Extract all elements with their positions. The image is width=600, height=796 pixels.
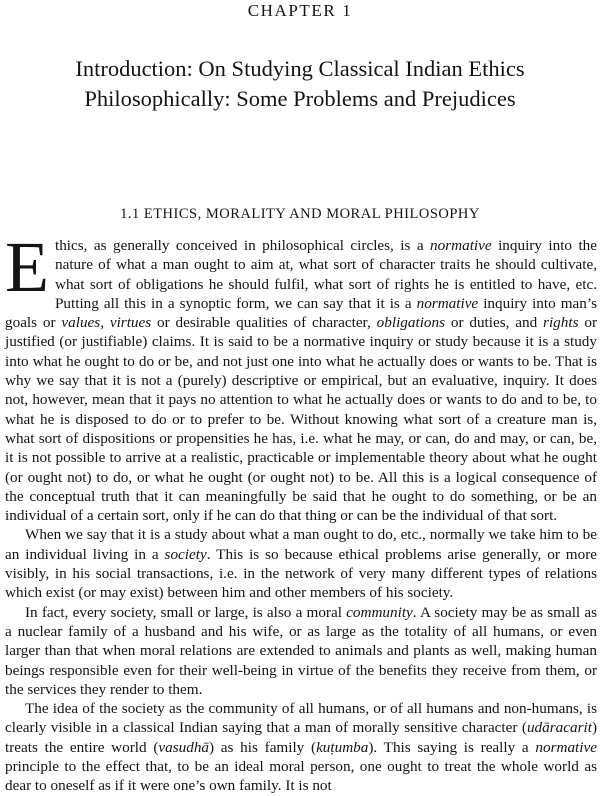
drop-cap: E <box>5 227 49 307</box>
paragraph-3 <box>5 603 597 699</box>
italic-term: society <box>164 545 207 563</box>
text-run: When we say that it is a study about what a man ought to do, etc., normally we take him to be an individual living in a <box>5 526 597 563</box>
italic-term: community <box>346 603 413 621</box>
text-run: In fact, every society, small or large, is also a moral <box>25 603 347 621</box>
italic-term: normative <box>535 738 597 756</box>
text-run: or desirable qualities of character, <box>151 314 377 332</box>
text-run: or justified (or justifiable) claims. It is said to be a normative inquiry or study because it is a study into what he ought to do or be, and not just one into what he actually does or wants to be. That is why we say that it is not a (purely) descriptive or empirical, but an evaluative, inquiry. It does not, however, mean that it pays no attention to what he actually does or wants to do and to be, to what he is disposed to do or to prefer to be. Without knowing what sort of a creature man is, what sort of dispositions or propensities he has, i.e. what he may, or can, do and may, or can, be, it is not possible to arrive at a realistic, practicable or implementable theory about what he ought (or ought not) to do, or what he ought (or ought not) to be. All this is a logical consequence of the conceptual truth that it can meaningfully be said that he ought to do something, or be an individual of a certain sort, only if he can do that thing or can be the individual of that sort. <box>5 314 597 525</box>
chapter-label: CHAPTER 1 <box>247 1 353 20</box>
paragraph-2 <box>5 525 597 602</box>
body-text <box>5 227 598 796</box>
paragraph-1 <box>5 227 597 525</box>
italic-term: vasudhā <box>158 738 210 756</box>
italic-term: obligations <box>376 314 446 332</box>
section-heading: 1.1 ETHICS, MORALITY AND MORAL PHILOSOPHY <box>120 206 480 222</box>
text-run: ). This saying is really a <box>368 738 536 756</box>
text-run: inquiry into man’s goals or <box>5 294 597 332</box>
chapter-title-line-1: Introduction: On Studying Classical Indian Ethics <box>75 56 525 81</box>
chapter-title <box>0 54 600 114</box>
text-run: The idea of the society as the community of all humans, or of all humans and non-humans, is clearly visible in a classical Indian saying that a man of morally sensitive character ( <box>5 700 597 737</box>
italic-term: kuṭumba <box>316 738 369 756</box>
text-run: or duties, and <box>445 314 544 332</box>
text-run: principle to the effect that, to be an ideal moral person, one ought to treat the whole world as dear to oneself as if it were one’s own family. It is not <box>5 758 597 795</box>
text-run: ) treats the entire world ( <box>5 719 597 756</box>
text-run: ) as his family ( <box>209 738 317 756</box>
paragraph-4 <box>5 699 597 795</box>
text-run: . A society may be as small as a nuclear family of a husband and his wife, or as large as the totality of all humans, or even larger than that when moral relations are extended to animals and plants as well, making human beings responsible even for their well-being in virtue of the benefits they receive from them, or the services they render to them. <box>5 603 597 698</box>
chapter-title-line-2: Philosophically: Some Problems and Prejudices <box>84 86 516 111</box>
text-run: inquiry into the nature of what a man ought to aim at, what sort of character traits he should cultivate, what sort of obligations he should fulfil, what sort of rights he is entitled to have, etc. Putting all this in a synoptic form, we can say that it is a <box>54 237 597 312</box>
italic-term: rights <box>543 314 579 332</box>
text-run: thics, as generally conceived in philosophical circles, is a <box>54 237 431 254</box>
italic-term: values, virtues <box>61 314 152 332</box>
italic-term: normative <box>416 294 479 312</box>
italic-term: udāracarit <box>526 719 592 737</box>
italic-term: normative <box>430 237 492 254</box>
text-run: . This is so because ethical problems arise generally, or more visibly, in his social transactions, i.e. in the network of very many different types of relations which exist (or may exist) between him and other members of his society. <box>5 545 598 602</box>
